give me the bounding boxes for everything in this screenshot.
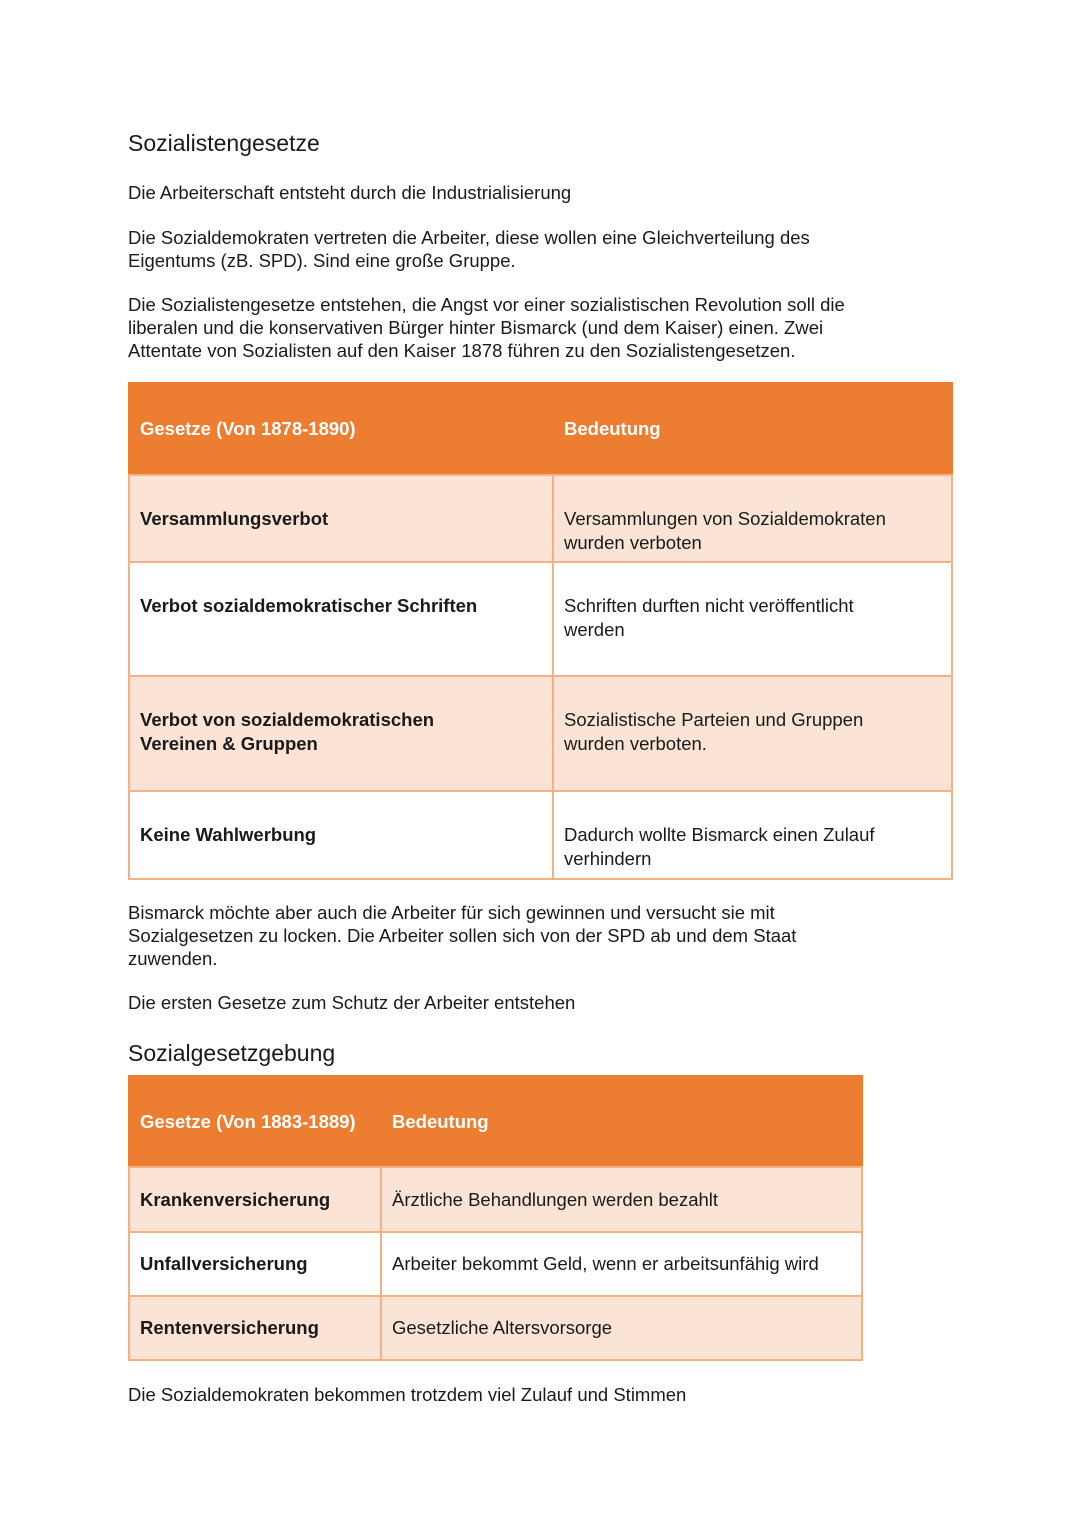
line: Versammlungen von Sozialdemokraten [564, 508, 886, 529]
line: Eigentums (zB. SPD). Sind eine große Gruppe. [128, 250, 516, 271]
table-header-row [129, 1076, 862, 1167]
law-cell: Rentenversicherung [129, 1296, 381, 1360]
table-row [129, 1296, 862, 1360]
meaning-cell: Gesetzliche Altersvorsorge [381, 1296, 862, 1360]
table-header-row [129, 383, 952, 475]
meaning-cell: Ärztliche Behandlungen werden bezahlt [381, 1167, 862, 1232]
paragraph-arbeiterschaft: Die Arbeiterschaft entsteht durch die Industrialisierung [128, 182, 572, 203]
paragraph-entstehung [128, 293, 845, 362]
meaning-cell [553, 791, 952, 879]
law-text: Verbot sozialdemokratischer Schriften [140, 595, 478, 616]
line: Sozialgesetzen zu locken. Die Arbeiter sollen sich von der SPD ab und dem Staat [128, 925, 797, 946]
law-text: Versammlungsverbot [140, 508, 329, 529]
line: werden [564, 619, 625, 640]
law-cell: Unfallversicherung [129, 1232, 381, 1296]
paragraph-bismarck [128, 901, 796, 970]
law-cell [129, 791, 553, 879]
law-cell [129, 676, 553, 791]
line: Attentate von Sozialisten auf den Kaiser 1878 führen zu den Sozialistengesetzen. [128, 340, 796, 361]
section-title-sozialistengesetze: Sozialistengesetze [128, 130, 320, 156]
line: liberalen und die konservativen Bürger hinter Bismarck (und dem Kaiser) einen. Zwei [128, 317, 824, 338]
line: Bismarck möchte aber auch die Arbeiter für sich gewinnen und versucht sie mit [128, 902, 775, 923]
header-gesetze: Gesetze (Von 1878-1890) [129, 383, 553, 475]
table-row [129, 1232, 862, 1296]
line: Schriften durften nicht veröffentlicht [564, 595, 854, 616]
paragraph-sozialdemokraten [128, 226, 810, 272]
meaning-cell [553, 676, 952, 791]
line: Vereinen & Gruppen [140, 733, 318, 754]
table-row [129, 1167, 862, 1232]
line: wurden verboten. [564, 733, 707, 754]
line: verhindern [564, 848, 652, 869]
table-row [129, 791, 952, 879]
section-title-sozialgesetzgebung: Sozialgesetzgebung [128, 1040, 336, 1066]
meaning-cell [553, 562, 952, 676]
line: Verbot von sozialdemokratischen [140, 709, 435, 730]
law-cell: Krankenversicherung [129, 1167, 381, 1232]
line: Sozialistische Parteien und Gruppen [564, 709, 864, 730]
sozialistengesetze-table [128, 382, 953, 880]
paragraph-erste-gesetze: Die ersten Gesetze zum Schutz der Arbeiter entstehen [128, 992, 576, 1013]
meaning-cell: Arbeiter bekommt Geld, wenn er arbeitsunfähig wird [381, 1232, 862, 1296]
table-row [129, 676, 952, 791]
line: Die Sozialdemokraten vertreten die Arbeiter, diese wollen eine Gleichverteilung des [128, 227, 810, 248]
law-text: Keine Wahlwerbung [140, 824, 317, 845]
sozialgesetzgebung-table [128, 1075, 863, 1361]
header-bedeutung: Bedeutung [553, 383, 952, 475]
table-row [129, 475, 952, 562]
table-row [129, 562, 952, 676]
paragraph-closing: Die Sozialdemokraten bekommen trotzdem viel Zulauf und Stimmen [128, 1384, 687, 1405]
law-cell [129, 475, 553, 562]
header-gesetze: Gesetze (Von 1883-1889) [129, 1076, 381, 1167]
line: wurden verboten [564, 532, 702, 553]
line: Die Sozialistengesetze entstehen, die Angst vor einer sozialistischen Revolution soll die [128, 294, 845, 315]
meaning-cell [553, 475, 952, 562]
header-bedeutung: Bedeutung [381, 1076, 862, 1167]
law-cell [129, 562, 553, 676]
line: Dadurch wollte Bismarck einen Zulauf [564, 824, 875, 845]
line: zuwenden. [128, 948, 218, 969]
